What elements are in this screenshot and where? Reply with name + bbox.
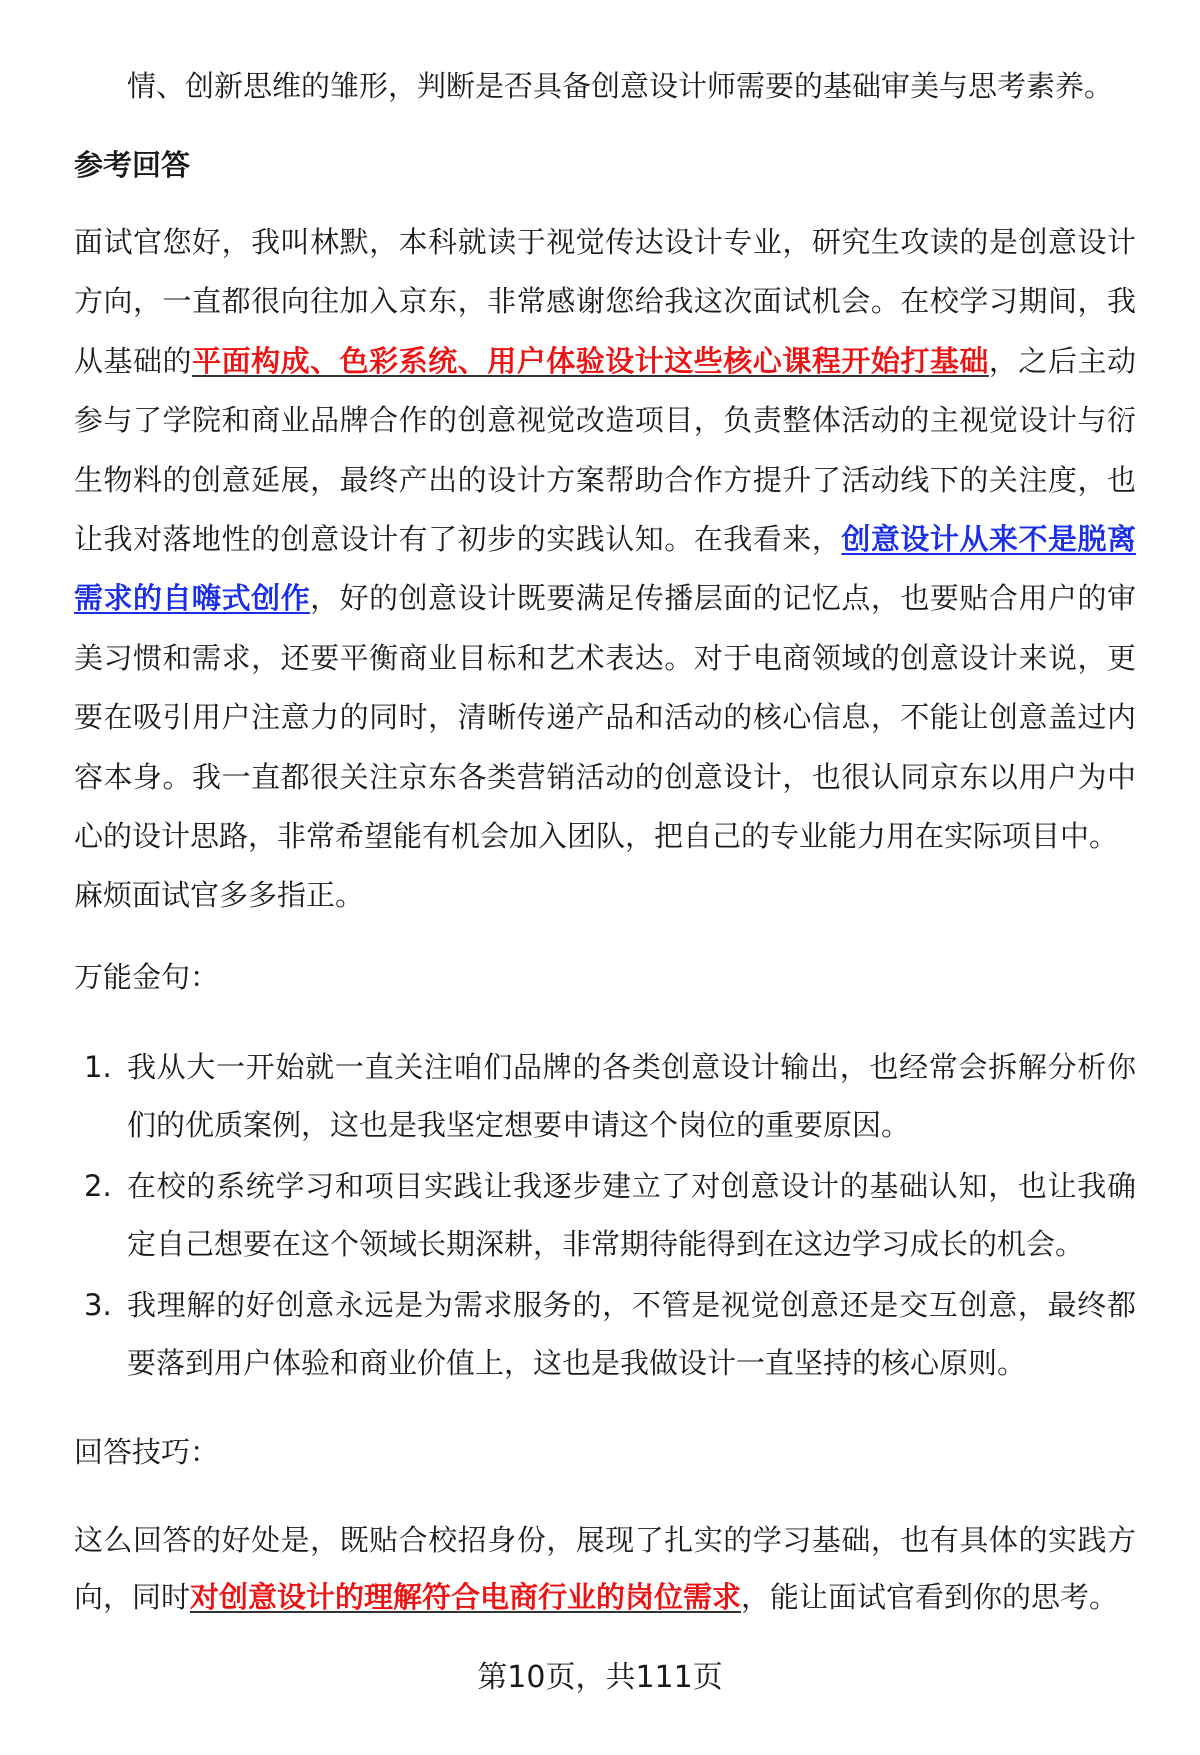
text-segment: 生物料的创意延展，最终产出的设计方案帮助合作方提升了活动线下的关注度，也 (74, 462, 1136, 497)
text-line (74, 638, 1136, 678)
list-item-line: 们的优质案例，这也是我坚定想要申请这个岗位的重要原因。 (127, 1108, 911, 1142)
page-number: 第10页，共111页 (477, 1660, 723, 1695)
intro-tail-text: 情、创新思维的雏形，判断是否具备创意设计师需要的基础审美与思考素养。 (127, 69, 1114, 103)
tips-heading: 回答技巧： (74, 1435, 220, 1469)
text-segment: 麻烦面试官多多指正。 (74, 878, 365, 913)
text-line (74, 757, 1136, 797)
text-line (74, 1520, 1136, 1560)
list-number: 2. (84, 1169, 112, 1203)
text-line (74, 460, 1136, 500)
text-segment: 容本身。我一直都很关注京东各类营销活动的创意设计，也很认同京东以用户为中 (74, 759, 1136, 794)
text-segment: 要在吸引用户注意力的同时，清晰传递产品和活动的核心信息，不能让创意盖过内 (74, 700, 1136, 735)
text-segment: 向，同时 (74, 1580, 191, 1614)
list-item-line: 要落到用户体验和商业价值上，这也是我做设计一直坚持的核心原则。 (127, 1346, 1027, 1380)
highlighted-text: 创意设计从来不是脱离 (841, 522, 1136, 556)
list-item-line: 定自己想要在这个领域长期深耕，非常期待能得到在这边学习成长的机会。 (127, 1227, 1085, 1261)
list-item-line: 在校的系统学习和项目实践让我逐步建立了对创意设计的基础认知，也让我确 (127, 1169, 1136, 1203)
text-segment: 参与了学院和商业品牌合作的创意视觉改造项目，负责整体活动的主视觉设计与衍 (74, 403, 1136, 438)
text-line (74, 875, 1136, 915)
text-line (74, 578, 1136, 618)
text-segment: 面试官您好，我叫林默，本科就读于视觉传达设计专业，研究生攻读的是创意设计 (74, 225, 1136, 259)
text-line (74, 222, 1136, 262)
text-segment: ，能让面试官看到你的思考。 (741, 1580, 1119, 1614)
text-line (74, 341, 1136, 381)
highlighted-text: 需求的自嗨式创作 (74, 581, 311, 616)
golden-heading: 万能金句： (74, 960, 220, 994)
text-segment: 让我对落地性的创意设计有了初步的实践认知。在我看来， (74, 522, 842, 556)
text-segment: ，之后主动 (988, 343, 1136, 378)
list-number: 1. (84, 1050, 112, 1084)
reference-heading: 参考回答 (74, 148, 191, 182)
text-segment: 美习惯和需求，还要平衡商业目标和艺术表达。对于电商领域的创意设计来说，更 (74, 640, 1136, 675)
highlighted-text: 对创意设计的理解符合电商行业的岗位需求 (190, 1580, 742, 1614)
text-segment: 从基础的 (74, 343, 193, 378)
text-line (74, 697, 1136, 737)
text-segment: 这么回答的好处是，既贴合校招身份，展现了扎实的学习基础，也有具体的实践方 (74, 1523, 1136, 1557)
text-segment: ，好的创意设计既要满足传播层面的记忆点，也要贴合用户的审 (310, 581, 1136, 616)
text-segment: 心的设计思路，非常希望能有机会加入团队，把自己的专业能力用在实际项目中。 (74, 819, 1119, 853)
text-line (74, 816, 1136, 856)
list-number: 3. (84, 1288, 112, 1322)
text-line (74, 1577, 1136, 1617)
text-line (74, 519, 1136, 559)
highlighted-text: 平面构成、色彩系统、用户体验设计这些核心课程开始打基础 (192, 343, 989, 378)
text-line (74, 400, 1136, 440)
list-item-line: 我从大一开始就一直关注咱们品牌的各类创意设计输出，也经常会拆解分析你 (127, 1050, 1136, 1084)
list-item-line: 我理解的好创意永远是为需求服务的，不管是视觉创意还是交互创意，最终都 (127, 1288, 1136, 1322)
text-line (74, 281, 1136, 321)
text-segment: 方向，一直都很向往加入京东，非常感谢您给我这次面试机会。在校学习期间，我 (74, 284, 1136, 319)
